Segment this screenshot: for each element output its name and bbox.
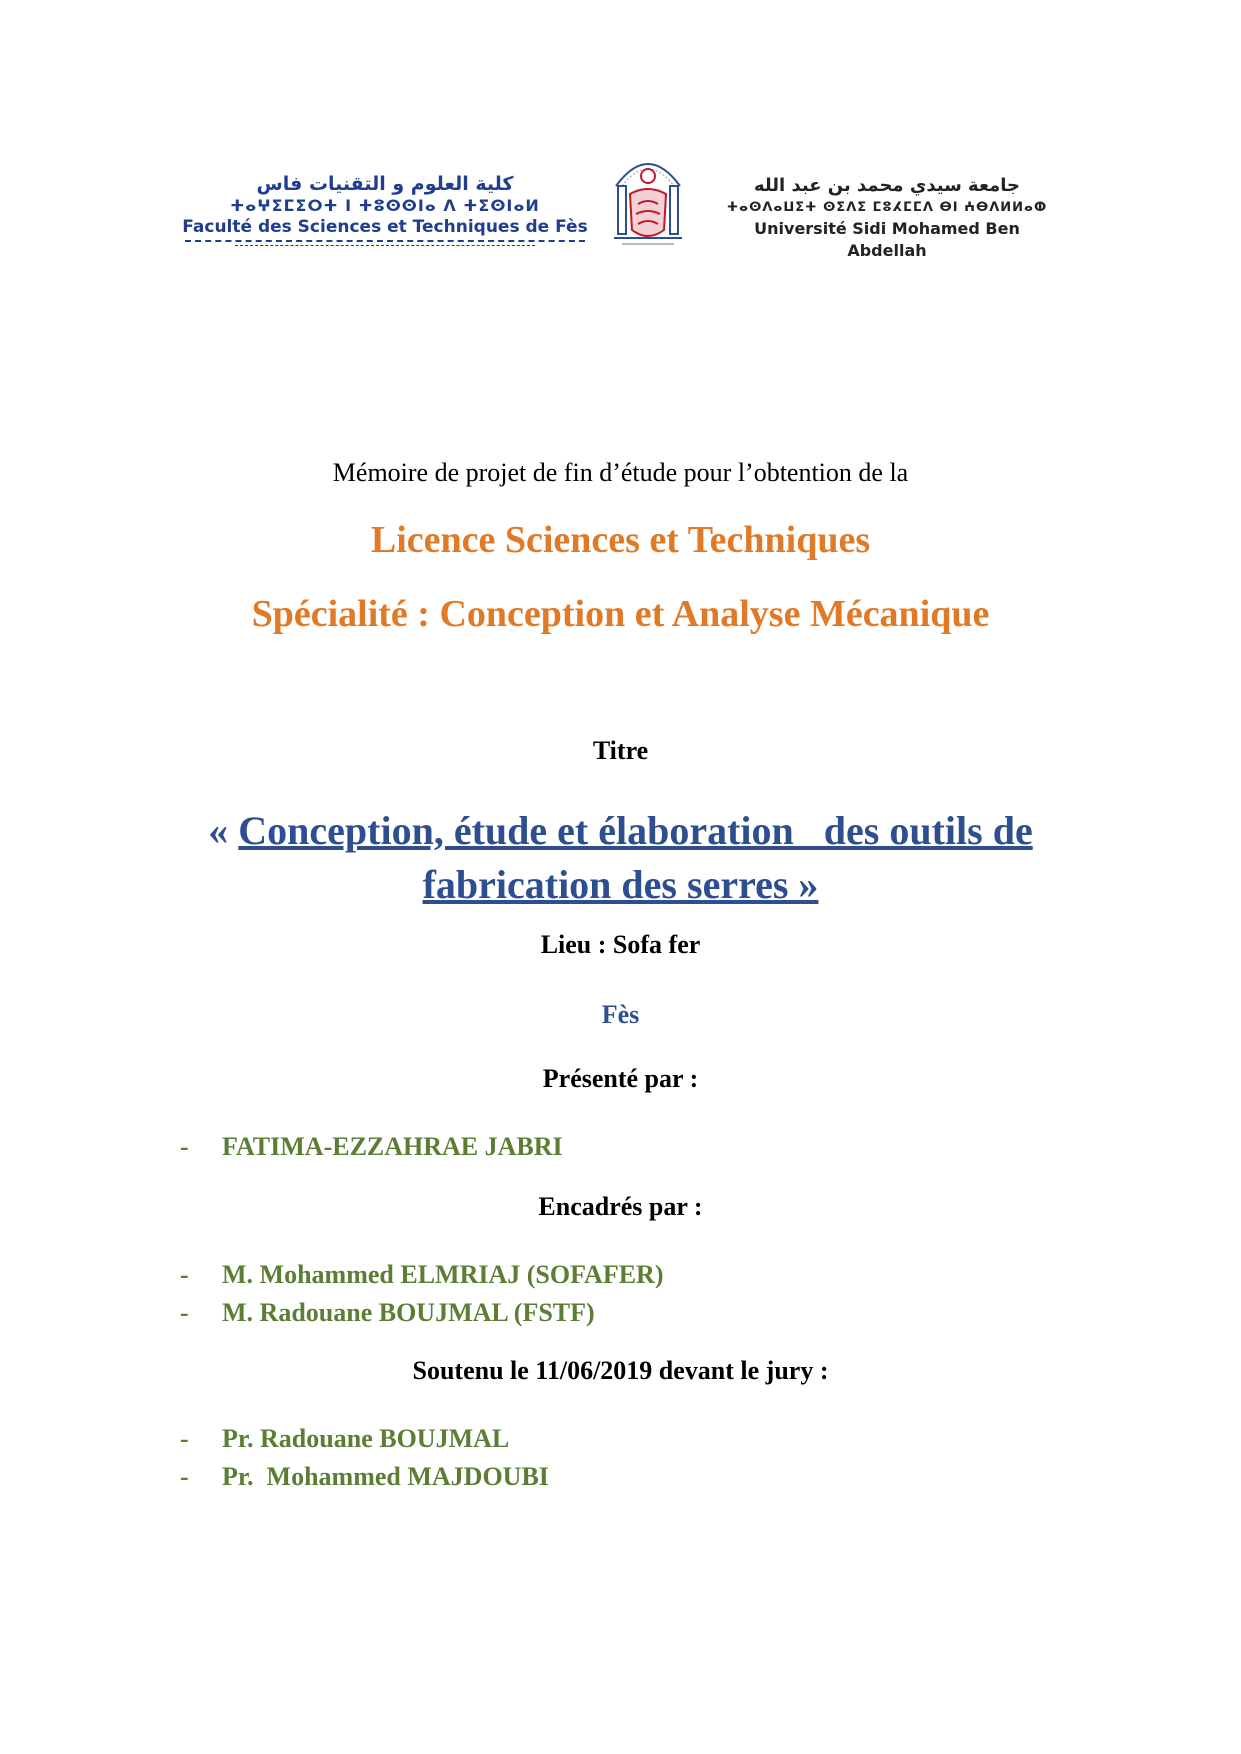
- project-title: [0, 804, 1241, 912]
- jury-member-name: Pr. Mohammed MAJDOUBI: [222, 1462, 549, 1491]
- faculty-logo-rule: [185, 240, 585, 242]
- supervisors-list: [180, 1256, 663, 1332]
- faculty-name-french: Faculté des Sciences et Techniques de Fès: [182, 217, 588, 237]
- list-item: [180, 1420, 549, 1458]
- jury-list: [180, 1420, 549, 1496]
- title-label: Titre: [592, 736, 649, 765]
- specialty-title: Spécialité : Conception et Analyse Mécanique: [251, 593, 990, 635]
- list-marker: -: [180, 1424, 189, 1453]
- presenter-name: FATIMA-EZZAHRAE JABRI: [222, 1132, 563, 1161]
- intro-text: Mémoire de projet de fin d’étude pour l’obtention de la: [332, 458, 909, 487]
- list-item: [180, 1458, 549, 1496]
- supervisor-name: M. Radouane BOUJMAL (FSTF): [222, 1298, 595, 1327]
- title-line-1-text: Conception, étude et élaboration des outils de: [238, 808, 1033, 853]
- faculty-name-arabic: كلية العلوم و التقنيات فاس: [256, 173, 514, 195]
- degree-title: Licence Sciences et Techniques: [370, 519, 871, 561]
- project-title-line-2: [0, 858, 1241, 912]
- place-text: Lieu : Sofa fer: [540, 930, 701, 959]
- university-name-arabic: جامعة سيدي محمد بن عبد الله: [753, 175, 1020, 196]
- list-item: [180, 1294, 663, 1332]
- faculty-name-tifinagh: ⵜⴰⵖⵉⵎⵉⵔⵜ ⵏ ⵜⵓⵙⵙⵏⴰ ⴷ ⵜⵉⵙⵏⴰⵍ: [230, 196, 540, 215]
- supervised-by-label: Encadrés par :: [538, 1192, 703, 1221]
- university-crest-icon: [608, 146, 688, 250]
- title-open-quote: «: [208, 808, 239, 853]
- faculty-logo-rule-2: [235, 245, 535, 246]
- defense-label: Soutenu le 11/06/2019 devant le jury :: [412, 1356, 829, 1385]
- city-text: Fès: [601, 1000, 640, 1029]
- list-marker: -: [180, 1462, 189, 1491]
- supervisor-name: M. Mohammed ELMRIAJ (SOFAFER): [222, 1260, 664, 1289]
- list-marker: -: [180, 1298, 189, 1327]
- jury-member-name: Pr. Radouane BOUJMAL: [222, 1424, 510, 1453]
- list-marker: -: [180, 1132, 189, 1161]
- list-marker: -: [180, 1260, 189, 1289]
- presented-by-list: [180, 1128, 563, 1166]
- university-logo: [712, 174, 1062, 262]
- list-item: [180, 1128, 563, 1166]
- university-name-tifinagh: ⵜⴰⵙⴷⴰⵡⵉⵜ ⵙⵉⴷⵉ ⵎⵓⵃⵎⵎⴷ ⴱⵏ ⵄⴱⴷⵍⵍⴰⵀ: [726, 200, 1048, 215]
- project-title-line-1: [0, 804, 1241, 858]
- title-line-2-text: fabrication des serres »: [422, 862, 819, 907]
- list-item: [180, 1256, 663, 1294]
- university-name-french: Université Sidi Mohamed Ben Abdellah: [754, 219, 1020, 260]
- faculty-logo: [180, 172, 590, 246]
- presented-by-label: Présenté par :: [542, 1064, 699, 1093]
